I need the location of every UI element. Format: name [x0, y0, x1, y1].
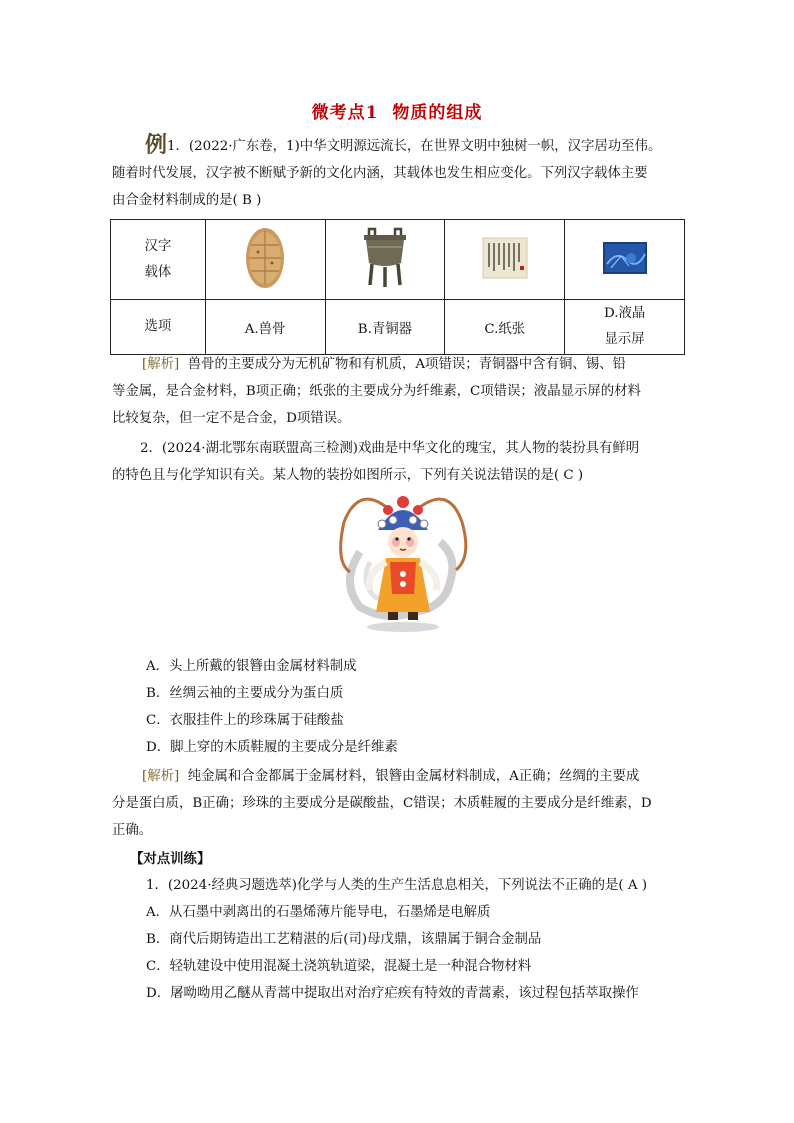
analysis-tag: [解析] — [142, 357, 180, 372]
example1-question-text-2: 随着时代发展，汉字被不断赋予新的文化内涵，其载体也发生相应变化。下列汉字载体主要 — [112, 166, 648, 181]
example2-option-b: B．丝绸云袖的主要成分为蛋白质 — [146, 686, 344, 701]
example1-line-1 — [145, 132, 685, 160]
example2-option-a: A．头上所戴的银簪由金属材料制成 — [146, 659, 357, 674]
practice-heading: 【对点训练】 — [130, 851, 211, 867]
row-header-option: 选项 — [111, 300, 206, 355]
example2-option-c: C．衣服挂件上的珍珠属于硅酸盐 — [146, 713, 344, 728]
practice-option-b: B．商代后期铸造出工艺精湛的后(司)母戊鼎，该鼎属于铜合金制品 — [146, 932, 542, 947]
section-number: 微考点1 — [311, 103, 379, 123]
paper-calligraphy-image — [482, 237, 528, 279]
cell-image-d — [565, 220, 685, 300]
cell-image-b — [325, 220, 445, 300]
analysis-text: 兽骨的主要成分为无机矿物和有机质，A项错误；青铜器中含有铜、锡、铅 — [187, 357, 626, 372]
carrier-table — [110, 219, 685, 355]
section-title — [0, 98, 794, 123]
option-a: A.兽骨 — [205, 300, 325, 355]
example1-analysis-line-2: 等金属，是合金材料，B项正确；纸张的主要成分为纤维素，C项错误；液晶显示屏的材料 — [112, 384, 641, 399]
example2-analysis-line-2: 分是蛋白质，B正确；珍珠的主要成分是碳酸盐，C错误；木质鞋履的主要成分是纤维素，D — [112, 796, 652, 811]
analysis-text: 纯金属和合金都属于金属材料，银簪由金属材料制成，A正确；丝绸的主要成 — [187, 769, 640, 784]
table-row-options — [111, 300, 685, 355]
example2-question-text-2: 的特色且与化学知识有关。某人物的装扮如图所示，下列有关说法错误的是( C ) — [112, 468, 584, 483]
opera-character-image — [330, 482, 476, 642]
example1-question-text-1: 1．(2022·广东卷，1)中华文明源远流长，在世界文明中独树一帜，汉字居功至伟。 — [167, 139, 662, 154]
example2-option-d: D．脚上穿的木质鞋履的主要成分是纤维素 — [146, 740, 398, 755]
bronze-ding-image — [359, 227, 411, 289]
example1-analysis-line-1 — [142, 352, 687, 378]
option-d-line-1: D.液晶 — [603, 306, 646, 321]
option-b: B.青铜器 — [325, 300, 445, 355]
row-header-line-1: 汉字 — [144, 238, 172, 254]
cell-image-c — [445, 220, 565, 300]
option-c: C.纸张 — [445, 300, 565, 355]
example1-analysis-line-3: 比较复杂，但一定不是合金，D项错误。 — [112, 411, 351, 426]
practice-question: 1．(2024·经典习题选萃)化学与人类的生产生活息息相关，下列说法不正确的是( A ) — [146, 878, 648, 893]
tortoise-shell-image — [241, 225, 289, 291]
row-header-carrier — [111, 220, 206, 300]
example2-question-text-1: 2．(2024·湖北鄂东南联盟高三检测)戏曲是中华文化的瑰宝，其人物的装扮具有鲜明 — [140, 441, 640, 456]
cell-image-a — [205, 220, 325, 300]
section-name: 物质的组成 — [392, 103, 483, 123]
practice-option-d: D．屠呦呦用乙醚从青蒿中提取出对治疗疟疾有特效的青蒿素，该过程包括萃取操作 — [146, 986, 639, 1001]
row-header-line-2: 载体 — [144, 264, 172, 280]
option-d — [565, 300, 685, 355]
option-d-line-2: 显示屏 — [604, 332, 645, 347]
practice-option-c: C．轻轨建设中使用混凝土浇筑轨道梁，混凝土是一种混合物材料 — [146, 959, 532, 974]
example2-analysis-line-3: 正确。 — [112, 823, 153, 838]
example2-analysis-line-1 — [142, 764, 687, 790]
table-row-images — [111, 220, 685, 300]
practice-option-a: A．从石墨中剥离出的石墨烯薄片能导电，石墨烯是电解质 — [146, 905, 491, 920]
example1-question-text-3: 由合金材料制成的是( B ) — [112, 193, 262, 208]
analysis-tag: [解析] — [142, 769, 180, 784]
lcd-screen-image — [603, 242, 647, 274]
example-mark: 例 — [145, 132, 168, 158]
